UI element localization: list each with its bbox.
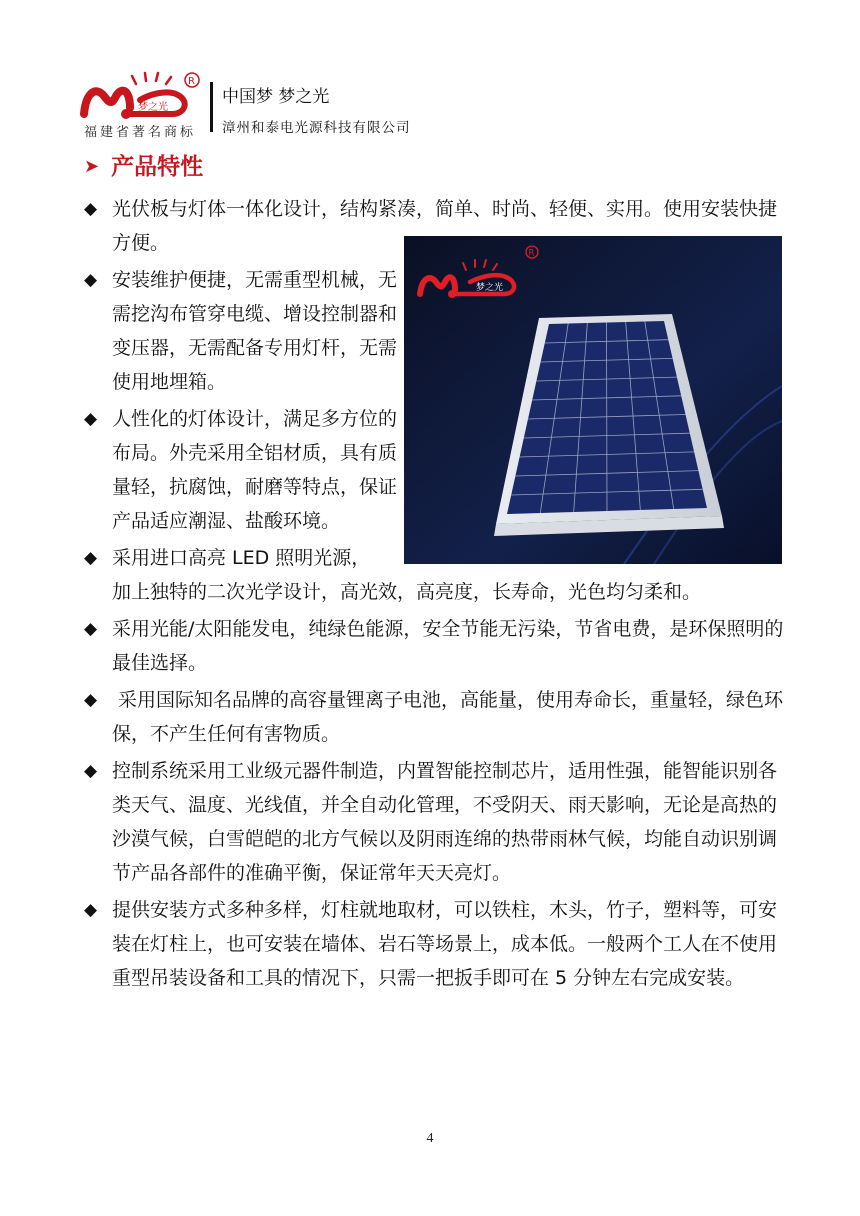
feature-text: 采用国际知名品牌的高容量锂离子电池，高能量，使用寿命长，重量轻，绿色环保，不产生任何有害物质。: [112, 689, 784, 745]
feature-text: 控制系统采用工业级元器件制造，内置智能控制芯片，适用性强，能智能识别各类天气、温度、光线值，并全自动化管理，不受阴天、雨天影响，无论是高热的沙漠气候，白雪皑皑的北方气候以及阴雨连绵的热带雨林气候，均能自动识别调节产品各部件的准确平衡，保证常年天天亮灯。: [112, 760, 778, 884]
feature-text: 采用进口高亮 LED 照明光源，: [112, 547, 371, 569]
page-number: 4: [426, 1131, 434, 1146]
company-name: 漳州和泰电光源科技有限公司: [222, 120, 411, 136]
svg-text:梦之光: 梦之光: [138, 102, 168, 113]
diamond-bullet-icon: ◆: [84, 270, 98, 290]
feature-text: 人性化的灯体设计，满足多方位的布局。外壳采用全铝材质，具有质量轻，抗腐蚀，耐磨等特点，保证产品适应潮湿、盐酸环境。: [112, 408, 398, 532]
diamond-bullet-icon: ◆: [84, 690, 98, 710]
svg-text:R: R: [188, 76, 195, 87]
product-photo: [404, 236, 782, 564]
feature-text: 安装维护便捷，无需重型机械，无需挖沟布管穿电缆、增设控制器和变压器，无需配备专用灯杆，无需使用地埋箱。: [112, 269, 398, 393]
arrow-right-icon: ➤: [84, 156, 100, 177]
diamond-bullet-icon: ◆: [84, 900, 98, 920]
feature-item-6: [84, 683, 784, 751]
brand-logo: [80, 70, 210, 140]
svg-text:梦之光: 梦之光: [476, 283, 504, 293]
feature-text-continued: 加上独特的二次光学设计，高光效，高亮度，长寿命，光色均匀柔和。: [112, 581, 702, 603]
page-header: [80, 70, 780, 140]
logo-graphic: [80, 70, 210, 126]
diamond-bullet-icon: ◆: [84, 619, 98, 639]
header-title: 中国梦 梦之光: [222, 87, 330, 107]
feature-text: 提供安装方式多种多样，灯柱就地取材，可以铁柱，木头，竹子，塑料等，可安装在灯柱上，也可安装在墙体、岩石等场景上，成本低。一般两个工人在不使用重型吊装设备和工具的情况下，只需一把扳手即可在 5 分钟左右完成安装。: [112, 899, 778, 989]
logo-caption: 福建省著名商标: [84, 125, 197, 140]
diamond-bullet-icon: ◆: [84, 409, 98, 429]
feature-item-8: [84, 893, 784, 995]
diamond-bullet-icon: ◆: [84, 761, 98, 781]
feature-text: 采用光能/太阳能发电，纯绿色能源，安全节能无污染，节省电费，是环保照明的最佳选择。: [112, 618, 784, 674]
diamond-bullet-icon: ◆: [84, 199, 98, 219]
feature-text: 光伏板与灯体一体化设计，结构紧凑，简单、时尚、轻便、实用。使用安装快捷方便。: [112, 198, 778, 254]
feature-item-5: [84, 612, 784, 680]
diamond-bullet-icon: ◆: [84, 548, 98, 568]
header-divider: [210, 82, 213, 132]
section-title-text: 产品特性: [111, 154, 204, 180]
svg-text:R: R: [528, 248, 535, 259]
section-heading: [84, 148, 203, 181]
feature-item-7: [84, 754, 784, 890]
